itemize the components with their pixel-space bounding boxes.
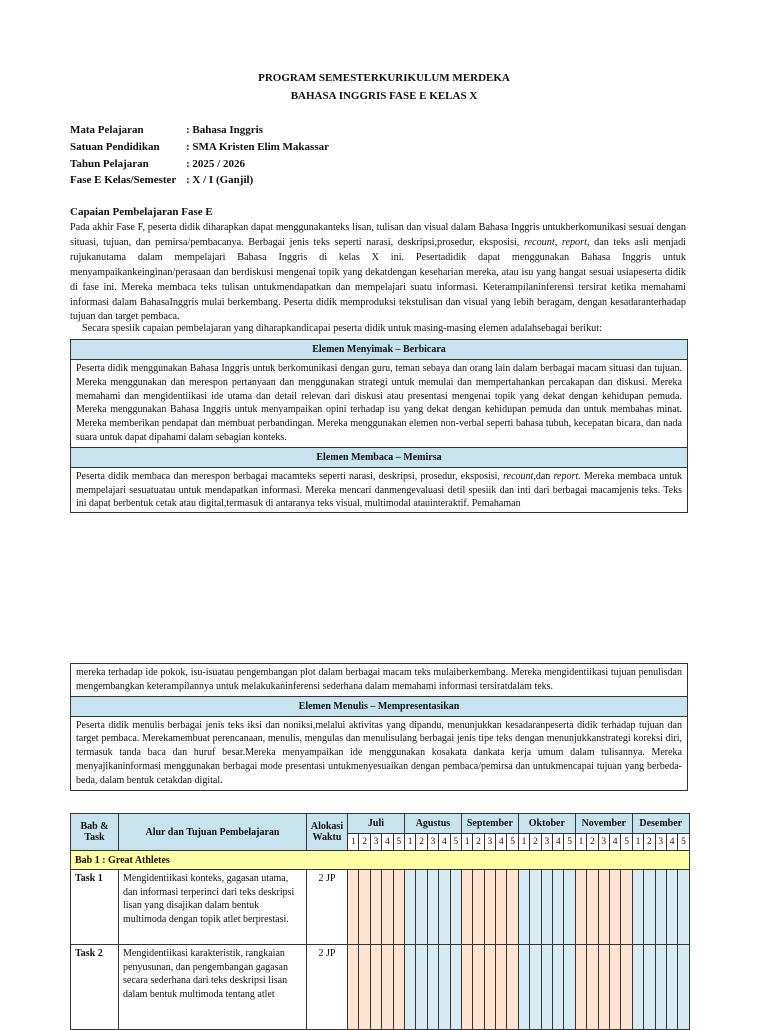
week-cell <box>655 870 666 945</box>
week-cell <box>530 945 541 1030</box>
week-cell <box>553 870 564 945</box>
week-cell <box>609 870 620 945</box>
week-number: 1 <box>518 834 529 851</box>
task-description: Mengidentiikasi karakteristik, rangkaian penyusunan, dan pengembangan gagasan secara sederhana dari teks deskripsi lisan dalam bentuk multimoda tentang atlet <box>119 945 307 1030</box>
week-number: 4 <box>553 834 564 851</box>
week-number: 2 <box>587 834 598 851</box>
elemen-menulis-heading: Elemen Menulis – Mempresentasikan <box>71 697 687 717</box>
month-header: Oktober <box>518 814 575 834</box>
week-number: 5 <box>621 834 632 851</box>
week-cell <box>348 945 359 1030</box>
info-label: Tahun Pelajaran <box>70 157 149 170</box>
week-number: 2 <box>416 834 427 851</box>
week-cell <box>473 870 484 945</box>
week-cell <box>484 945 495 1030</box>
week-number: 4 <box>382 834 393 851</box>
week-cell <box>587 870 598 945</box>
info-row <box>70 172 329 189</box>
capaian-intro-paragraph: Secara spesiik capaian pembelajaran yang diharapkandicapai peserta didik untuk masing-masing elemen adalahsebagai berikut: <box>82 323 602 334</box>
week-number: 1 <box>632 834 643 851</box>
week-number: 3 <box>370 834 381 851</box>
week-cell <box>382 870 393 945</box>
week-cell <box>359 945 370 1030</box>
week-number: 1 <box>575 834 586 851</box>
month-header: Juli <box>348 814 405 834</box>
document-subtitle: BAHASA INGGRIS FASE E KELAS X <box>290 90 478 102</box>
week-cell <box>644 870 655 945</box>
task-alokasi: 2 JP <box>307 945 348 1030</box>
week-cell <box>678 870 689 945</box>
week-cell <box>632 870 643 945</box>
elemen-menyimak-body: Peserta didik menggunakan Bahasa Inggris untuk berkomunikasi dengan guru, teman sebaya dan orang lain dalam berbagai macam situasi dan tujuan. Mereka menggunakan dan merespon pertanyaan dan menggunakan strategi untuk memulai dan mempertahankan percakapan dan diskusi. Mereka memahami dan mengidentiikasi ide utama dan detail relevan dari diskusi atau presentasi mengenai topik yang dekat dengan kehidupan pemuda. Mereka menggunakan Bahasa Inggris untuk menyampaikan opini terhadap isu yang dekat dengan kehidupan pemuda dan untuk membahas minat. Mereka memberikan pendapat dan membuat perbandingan. Mereka menggunakan elemen non-verbal seperti bahasa tubuh, kecepatan bicara, dan nada suara untuk dapat dipahami dalam sebagian konteks. <box>71 360 687 448</box>
info-block <box>70 122 329 189</box>
elemen-membaca-heading: Elemen Membaca – Memirsa <box>71 448 687 468</box>
week-cell <box>473 945 484 1030</box>
task-row <box>71 870 690 945</box>
week-number: 3 <box>427 834 438 851</box>
elemen-table-part1 <box>70 339 688 513</box>
month-header: Agustus <box>404 814 461 834</box>
week-cell <box>518 945 529 1030</box>
week-cell <box>518 870 529 945</box>
week-cell <box>530 870 541 945</box>
month-header: September <box>461 814 518 834</box>
elemen-membaca-body: Peserta didik membaca dan merespon berbagai macamteks seperti narasi, deskripsi, prosedur, eksposisi, recount,dan report. Mereka membaca untuk mempelajari sesuatuatau untuk mendapatkan informasi. Mereka mencari danmengevaluasi detil spesiik dan inti dari berbagai macamjenis teks. Teks ini dapat berbentuk cetak atau digital,termasuk di antaranya teks visual, multimodal atauinteraktif. Pemahaman <box>76 470 682 510</box>
week-cell <box>541 870 552 945</box>
week-cell <box>393 945 404 1030</box>
document-title: PROGRAM SEMESTERKURIKULUM MERDEKA <box>258 72 510 84</box>
info-row <box>70 139 329 156</box>
capaian-paragraph: Pada akhir Fase F, peserta didik diharapkan dapat menggunakanteks lisan, tulisan dan visual dalam Bahasa Inggris untukberkomunikasi sesuai dengan situasi, tujuan, dan pemirsa/pembacanya. Berbagai jenis teks seperti narasi, deskripsi,prosedur, eksposisi, recount, report, dan teks asli menjadi rujukanutama dalam mempelajari Bahasa Inggris di kelas X ini. Pesertadidik dapat menggunakan Bahasa Inggris untuk menyampaikankeinginan/perasaan dan berdiskusi mengenai topik yang dekatdengan keseharian mereka, atau isu yang hangat sesuai usiapeserta didik di fase ini. Mereka membaca teks tulisan untukmendapatkan dan mempelajari suatu informasi. Keterampilaninferensi tersirat ketika memahami informasi dalam BahasaInggris mulai berkembang. Peserta didik memproduksi tekstulisan dan visual yang lebih beragam, dengan kesadaranterhadap tujuan dan target pembaca. <box>70 222 686 323</box>
week-cell <box>575 945 586 1030</box>
week-cell <box>575 870 586 945</box>
info-label: Fase E Kelas/Semester <box>70 174 177 187</box>
elemen-table-part2 <box>70 663 688 791</box>
week-cell <box>598 945 609 1030</box>
week-number: 4 <box>496 834 507 851</box>
month-header: Desember <box>632 814 689 834</box>
week-cell <box>678 945 689 1030</box>
info-label: Mata Pelajaran <box>70 124 144 137</box>
week-cell <box>507 870 518 945</box>
week-cell <box>507 945 518 1030</box>
col-bab-header: Bab & Task <box>71 814 119 851</box>
week-cell <box>450 870 461 945</box>
elemen-membaca-body-continued: mereka terhadap ide pokok, isu-isuatau pengembangan plot dalam berbagai macam teks mulaiberkembang. Mereka mengidentiikasi tujuan penulisdan mengembangkan keterampilannya untuk melakukaninferensi sederhana dalam memahami informasi tersiratdalam teks. <box>71 664 687 697</box>
week-cell <box>416 945 427 1030</box>
week-cell <box>439 945 450 1030</box>
week-number: 3 <box>655 834 666 851</box>
week-cell <box>621 945 632 1030</box>
col-alur-header: Alur dan Tujuan Pembelajaran <box>119 814 307 851</box>
week-cell <box>609 945 620 1030</box>
week-cell <box>427 945 438 1030</box>
schedule-table <box>70 813 690 1030</box>
task-name: Task 2 <box>71 945 119 1030</box>
week-cell <box>393 870 404 945</box>
week-cell <box>348 870 359 945</box>
info-value: : X / I (Ganjil) <box>186 174 254 187</box>
week-number: 1 <box>404 834 415 851</box>
week-number: 4 <box>609 834 620 851</box>
task-description: Mengidentiikasi konteks, gagasan utama, dan informasi terperinci dari teks deskripsi lisan yang disajikan dalam bentuk multimoda dengan topik atlet berprestasi. <box>119 870 307 945</box>
week-cell <box>564 945 575 1030</box>
week-cell <box>359 870 370 945</box>
week-number: 2 <box>473 834 484 851</box>
week-number: 1 <box>461 834 472 851</box>
week-number: 3 <box>484 834 495 851</box>
week-number: 4 <box>439 834 450 851</box>
elemen-menulis-body: Peserta didik menulis berbagai jenis teks iksi dan noniksi,melalui aktivitas yang dipandu, menunjukkan kesadaranpeserta didik terhadap tujuan dan target pembaca. Merekamembuat perencanaan, menulis, mengulas dan menulisulang berbagai jenis tipe teks dengan menunjukkanstrategi koreksi diri, termasuk tanda baca dan huruf besar.Mereka menyampaikan ide menggunakan kosakata dankata kerja umum dalam tulisannya. Mereka menyajikaninformasi menggunakan berbagai mode presentasi untukmenyesuaikan dengan pembaca/pemirsa dan untukmencapai tujuan yang berbeda-beda, dalam bentuk cetakdan digital. <box>76 719 682 786</box>
week-number: 2 <box>530 834 541 851</box>
info-value: : SMA Kristen Elim Makassar <box>186 141 329 154</box>
week-cell <box>587 945 598 1030</box>
week-cell <box>404 870 415 945</box>
week-cell <box>404 945 415 1030</box>
week-cell <box>450 945 461 1030</box>
week-cell <box>496 945 507 1030</box>
week-cell <box>541 945 552 1030</box>
task-alokasi: 2 JP <box>307 870 348 945</box>
week-cell <box>666 870 677 945</box>
task-name: Task 1 <box>71 870 119 945</box>
week-cell <box>370 870 381 945</box>
week-number: 4 <box>666 834 677 851</box>
week-cell <box>666 945 677 1030</box>
week-number: 2 <box>644 834 655 851</box>
week-cell <box>427 870 438 945</box>
week-cell <box>484 870 495 945</box>
week-cell <box>644 945 655 1030</box>
week-number: 5 <box>564 834 575 851</box>
week-number: 5 <box>393 834 404 851</box>
week-number: 1 <box>348 834 359 851</box>
week-cell <box>598 870 609 945</box>
week-number: 3 <box>541 834 552 851</box>
week-number: 5 <box>507 834 518 851</box>
week-cell <box>439 870 450 945</box>
week-number: 3 <box>598 834 609 851</box>
capaian-heading: Capaian Pembelajaran Fase E <box>70 206 213 218</box>
week-number: 5 <box>678 834 689 851</box>
bab-row: Bab 1 : Great Athletes <box>71 851 690 870</box>
week-number: 2 <box>359 834 370 851</box>
week-cell <box>370 945 381 1030</box>
info-value: : 2025 / 2026 <box>186 157 245 170</box>
col-alokasi-header: Alokasi Waktu <box>307 814 348 851</box>
week-cell <box>621 870 632 945</box>
week-cell <box>655 945 666 1030</box>
week-number: 5 <box>450 834 461 851</box>
info-label: Satuan Pendidikan <box>70 141 160 154</box>
week-cell <box>461 945 472 1030</box>
week-cell <box>496 870 507 945</box>
week-cell <box>461 870 472 945</box>
info-row <box>70 122 329 139</box>
elemen-menyimak-heading: Elemen Menyimak – Berbicara <box>71 340 687 360</box>
week-cell <box>632 945 643 1030</box>
week-cell <box>416 870 427 945</box>
week-cell <box>564 870 575 945</box>
task-row <box>71 945 690 1030</box>
info-value: : Bahasa Inggris <box>186 124 264 137</box>
week-cell <box>553 945 564 1030</box>
info-row <box>70 155 329 172</box>
week-cell <box>382 945 393 1030</box>
month-header: November <box>575 814 632 834</box>
